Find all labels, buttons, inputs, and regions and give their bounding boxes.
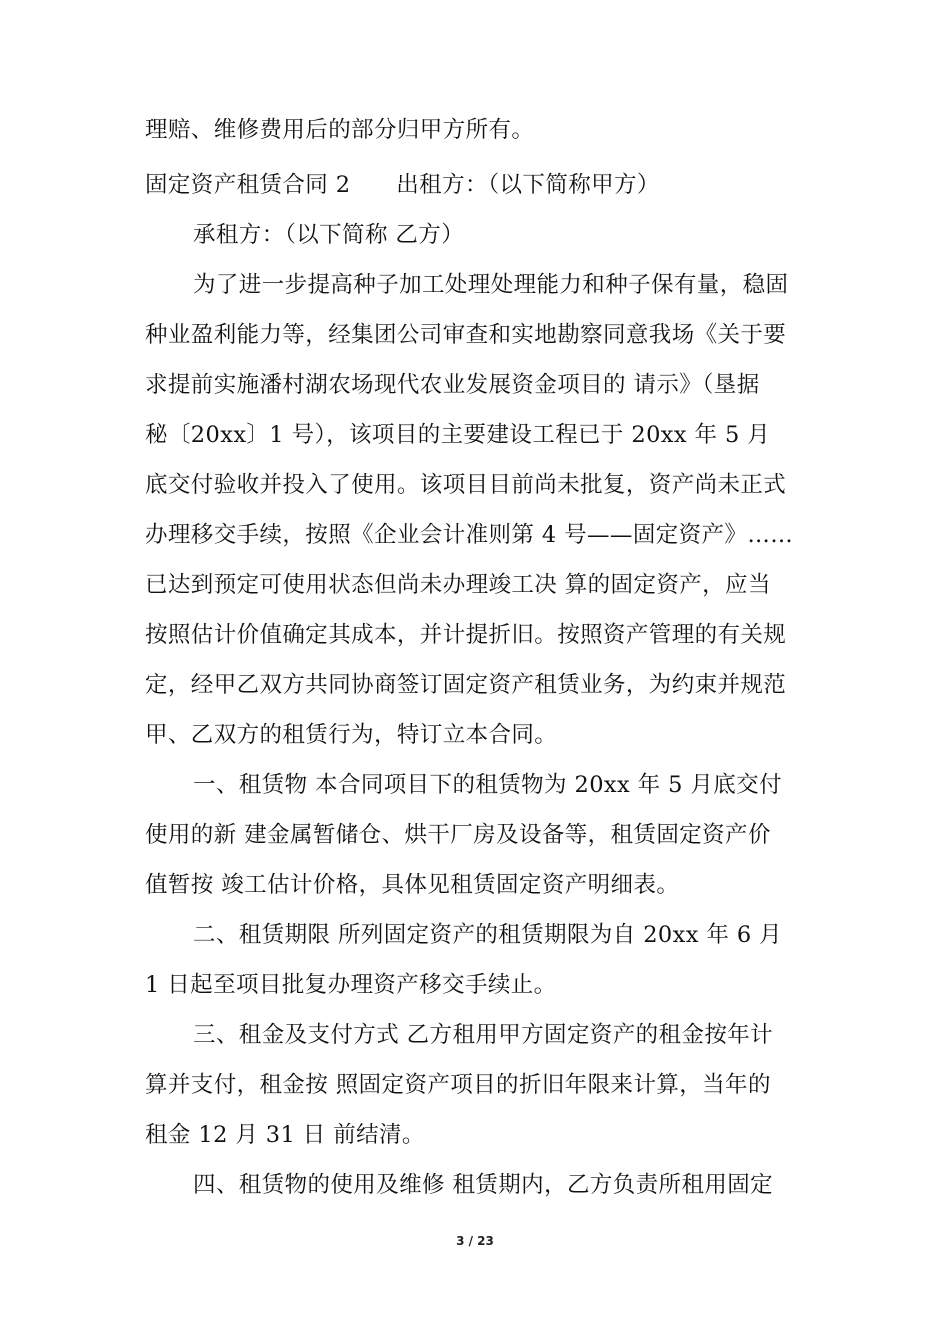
- text-line: 租金 12 月 31 日 前结清。: [145, 1122, 425, 1148]
- paragraph-start: 一、租赁物 本合同项目下的租赁物为 20xx 年 5 月底交付: [193, 772, 782, 798]
- paragraph-start: 四、租赁物的使用及维修 租赁期内，乙方负责所租用固定: [193, 1172, 774, 1198]
- text-line: 1 日起至项目批复办理资产移交手续止。: [145, 972, 557, 998]
- paragraph-start: 为了进一步提高种子加工处理处理能力和种子保有量，稳固: [193, 272, 789, 298]
- text-line: 种业盈利能力等，经集团公司审查和实地勘察同意我场《关于要: [145, 322, 787, 348]
- text-line: 底交付验收并投入了使用。该项目目前尚未批复，资产尚未正式: [145, 472, 787, 498]
- page-number: 3 / 23: [456, 1234, 494, 1248]
- text-line: 甲、乙双方的租赁行为，特订立本合同。: [145, 722, 558, 748]
- text-line: 定，经甲乙双方共同协商签订固定资产租赁业务，为约束并规范: [145, 672, 787, 698]
- paragraph-start: 二、租赁期限 所列固定资产的租赁期限为自 20xx 年 6 月: [193, 922, 782, 948]
- text-line: 按照估计价值确定其成本，并计提折旧。按照资产管理的有关规: [145, 622, 787, 648]
- text-line: 固定资产租赁合同 2 出租方：（以下简称甲方）: [145, 172, 660, 198]
- text-line: 承租方：（以下简称 乙方）: [193, 222, 465, 248]
- paragraph-start: 三、租金及支付方式 乙方租用甲方固定资产的租金按年计: [193, 1022, 774, 1048]
- text-line: 秘〔20xx〕1 号），该项目的主要建设工程已于 20xx 年 5 月: [145, 422, 771, 448]
- text-line: 已达到预定可使用状态但尚未办理竣工决 算的固定资产，应当: [145, 572, 771, 598]
- text-line: 算并支付，租金按 照固定资产项目的折旧年限来计算，当年的: [145, 1072, 771, 1098]
- text-line: 值暂按 竣工估计价格，具体见租赁固定资产明细表。: [145, 872, 680, 898]
- text-line: 使用的新 建金属暂储仓、烘干厂房及设备等，租赁固定资产价: [145, 822, 771, 848]
- text-line: 理赔、维修费用后的部分归甲方所有。: [145, 117, 535, 143]
- text-line: 求提前实施潘村湖农场现代农业发展资金项目的 请示》（垦据: [145, 372, 760, 398]
- text-line: 办理移交手续，按照《企业会计准则第 4 号——固定资产》……: [145, 522, 794, 548]
